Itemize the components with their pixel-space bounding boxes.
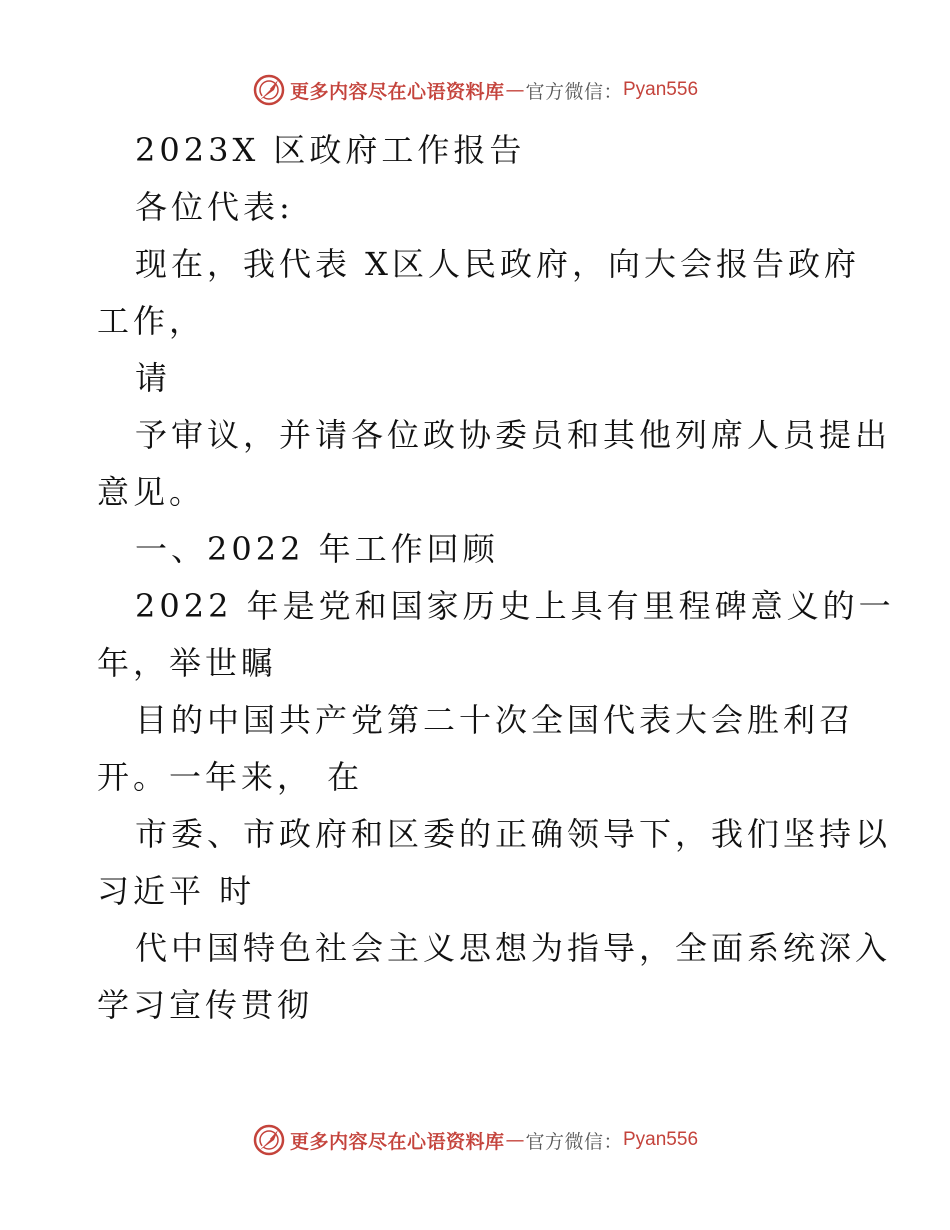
text-line: 学习宣传贯彻 (97, 986, 314, 1024)
text-line: 目的中国共产党第二十次全国代表大会胜利召 (135, 701, 856, 739)
text-line: 工作， (97, 302, 206, 340)
text-line: 2022 年是党和国家历史上具有里程碑意义的一 (135, 587, 895, 625)
quill-logo-icon (252, 73, 286, 107)
section-heading: 一、2022 年工作回顾 (135, 530, 499, 568)
document-body (97, 122, 895, 1034)
text-line: 予审议，并请各位政协委员和其他列席人员提出 (135, 416, 892, 454)
footer-watermark (0, 1120, 950, 1160)
text-line: 代中国特色社会主义思想为指导，全面系统深入 (135, 929, 892, 967)
document-title: 2023X 区政府工作报告 (135, 131, 526, 169)
watermark-dash: — (505, 1129, 525, 1151)
text-line: 开。一年来， 在 (97, 758, 364, 796)
text-line: 意见。 (97, 473, 206, 511)
text-line: 市委、市政府和区委的正确领导下，我们坚持以 (135, 815, 892, 853)
watermark-official-label: 官方微信： (525, 1130, 623, 1153)
quill-logo-icon (252, 1123, 286, 1157)
text-line: 现在，我代表 X区人民政府，向大会报告政府 (135, 245, 860, 283)
watermark-wechat-id: Pyan556 (623, 79, 699, 100)
text-line: 习近平 时 (97, 872, 256, 910)
watermark-text: 更多内容尽在心语资料库 (289, 1130, 505, 1153)
header-watermark (0, 70, 950, 110)
watermark-official-label: 官方微信： (525, 80, 623, 103)
salutation: 各位代表: (135, 188, 294, 226)
watermark-dash: — (505, 79, 525, 101)
watermark-text: 更多内容尽在心语资料库 (289, 80, 505, 103)
watermark-wechat-id: Pyan556 (623, 1129, 699, 1150)
text-line: 请 (135, 359, 172, 397)
text-line: 年，举世瞩 (97, 644, 278, 682)
